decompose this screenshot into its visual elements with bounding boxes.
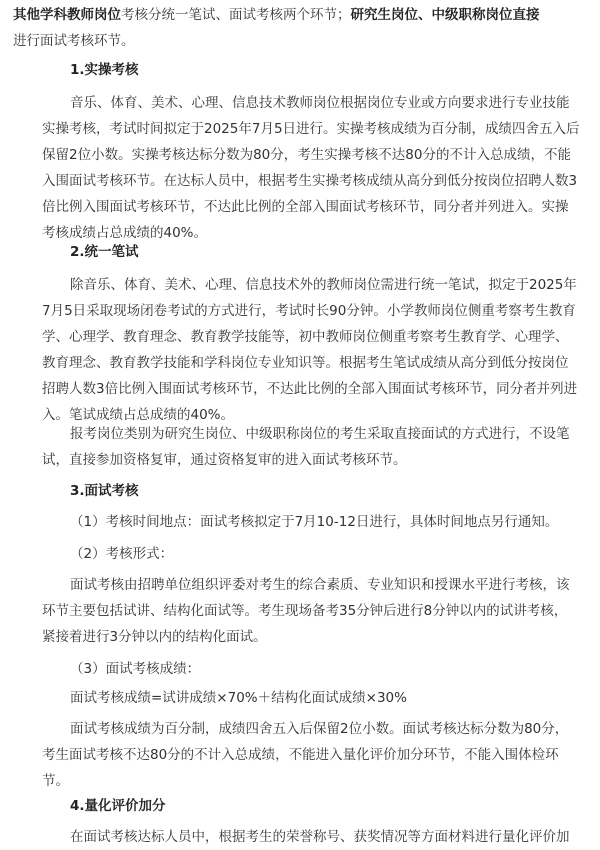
text-line: 7月5日采取现场闭卷考试的方式进行，考试时长90分钟。小学教师岗位侧重考察考生教育 bbox=[42, 303, 576, 319]
text-line: 环节主要包括试讲、结构化面试等。考生现场备考35分钟后进行8分钟以内的试讲考核， bbox=[42, 603, 568, 619]
text-line: 学、心理学、教育理念、教育教学技能等，初中教师岗位侧重考察考生教育学、心理学、 bbox=[42, 329, 569, 345]
section-2-paragraph-1 bbox=[0, 272, 600, 428]
text-line: 紧接着进行3分钟以内的结构化面试。 bbox=[42, 629, 267, 645]
intro-bold-1: 其他学科教师岗位 bbox=[13, 7, 121, 23]
text-line: 报考岗位类别为研究生岗位、中级职称岗位的考生采取直接面试的方式进行，不设笔 bbox=[70, 426, 570, 442]
text-line: 试，直接参加资格复审，通过资格复审的进入面试考核环节。 bbox=[42, 452, 407, 468]
section-3-item-2-text bbox=[0, 572, 600, 650]
section-3-item-2: （2）考核形式： bbox=[70, 546, 174, 562]
section-3-heading: 3.面试考核 bbox=[70, 483, 139, 499]
text-line: 保留2位小数。实操考核达标分数为80分，考生实操考核不达80分的不计入总成绩，不能 bbox=[42, 147, 571, 163]
section-3-item-1: （1）考核时间地点：面试考核拟定于7月10-12日进行，具体时间地点另行通知。 bbox=[70, 514, 559, 530]
text-line: 在面试考核达标人员中，根据考生的荣誉称号、获奖情况等方面材料进行量化评价加 bbox=[70, 829, 570, 845]
text-line: 考核成绩占总成绩的40%。 bbox=[42, 225, 208, 241]
text-line: 除音乐、体育、美术、心理、信息技术外的教师岗位需进行统一笔试，拟定于2025年 bbox=[70, 277, 577, 293]
section-3-item-3-text bbox=[0, 716, 600, 794]
text-line: 面试考核成绩为百分制，成绩四舍五入后保留2位小数。面试考核达标分数为80分， bbox=[70, 721, 569, 737]
text-line: 招聘人数3倍比例入围面试考核环节，不达此比例的全部入围面试考核环节，同分者并列进 bbox=[42, 381, 578, 397]
section-4-heading: 4.量化评价加分 bbox=[70, 798, 166, 814]
section-2-heading: 2.统一笔试 bbox=[70, 244, 139, 260]
text-line: 节。 bbox=[42, 773, 69, 789]
text-line: 教育理念、教育教学技能和学科岗位专业知识等。根据考生笔试成绩从高分到低分按岗位 bbox=[42, 355, 569, 371]
text-line: 入。笔试成绩占总成绩的40%。 bbox=[42, 407, 235, 423]
text-line: 倍比例入围面试考核环节，不达此比例的全部入围面试考核环节，同分者并列进入。实操 bbox=[42, 199, 569, 215]
intro-text-1: 考核分统一笔试、面试考核两个环节； bbox=[121, 7, 351, 23]
intro-paragraph bbox=[0, 2, 600, 54]
section-3-formula: 面试考核成绩=试讲成绩×70%＋结构化面试成绩×30% bbox=[70, 690, 407, 706]
text-line: 考生面试考核不达80分的不计入总成绩，不能进入量化评价加分环节，不能入围体检环 bbox=[42, 747, 559, 763]
intro-bold-2: 研究生岗位、中级职称岗位直接 bbox=[350, 7, 540, 23]
text-line: 入围面试考核环节。在达标人员中，根据考生实操考核成绩从高分到低分按岗位招聘人数3 bbox=[42, 173, 578, 189]
section-4-paragraph bbox=[0, 824, 600, 850]
section-1-paragraph bbox=[0, 90, 600, 246]
section-2-paragraph-2 bbox=[0, 421, 600, 473]
text-line: 实操考核，考试时间拟定于2025年7月5日进行。实操考核成绩为百分制，成绩四舍五入后 bbox=[42, 121, 580, 137]
section-3-item-3: （3）面试考核成绩： bbox=[70, 661, 201, 677]
text-line: 面试考核由招聘单位组织评委对考生的综合素质、专业知识和授课水平进行考核，该 bbox=[70, 577, 570, 593]
section-1-heading: 1.实操考核 bbox=[70, 62, 139, 78]
intro-line-2: 进行面试考核环节。 bbox=[13, 33, 135, 49]
text-line: 音乐、体育、美术、心理、信息技术教师岗位根据岗位专业或方向要求进行专业技能 bbox=[70, 95, 570, 111]
